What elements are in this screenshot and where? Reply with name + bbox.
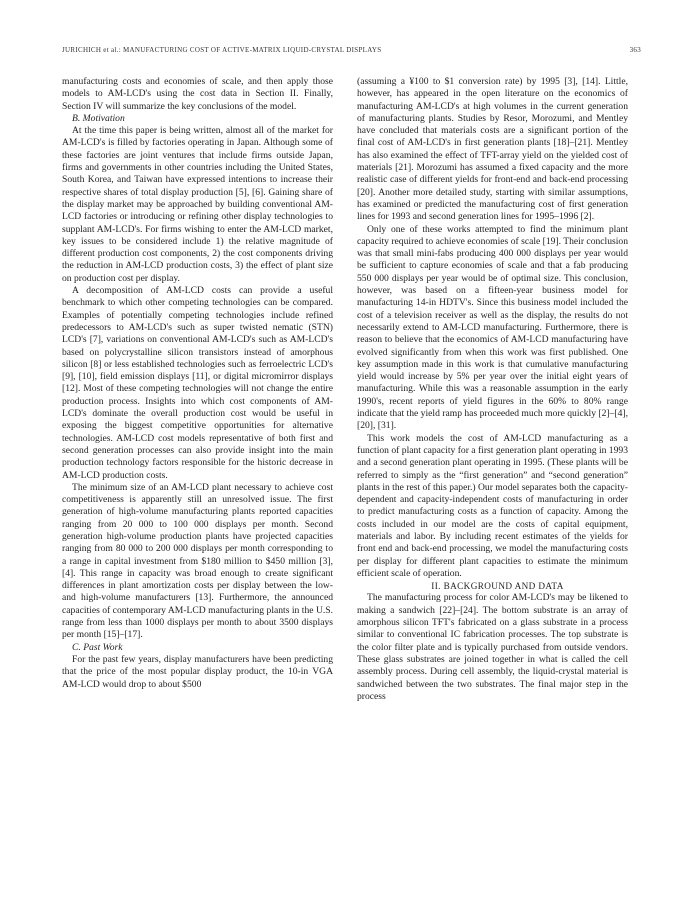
paragraph: For the past few years, display manufacturers have been predicting that the price of the most popular display product, the 10-in VGA AM-LCD would drop to about $500 <box>62 653 333 690</box>
running-header <box>62 46 641 58</box>
paragraph: This work models the cost of AM-LCD manufacturing as a function of plant capacity for a first generation plant operating in 1993 and a second generation plant operating in 1995. (These plants will be referred to simply as the “first generation” and “second generation” plants in the rest of this paper.) Our model separates both the capacity-dependent and capacity-independent costs of manufacturing in order to predict manufacturing costs as a function of capacity. Among the costs included in our model are the costs of capital equipment, materials and labor. By including recent estimates of the yields for front end and back-end processing, we model the manufacturing costs per display for different plant capacities to estimate the minimum efficient scale of operation. <box>357 432 628 579</box>
right-column <box>357 76 628 703</box>
paragraph: At the time this paper is being written, almost all of the market for AM-LCD's is filled by factories operating in Japan. Although some of these factories are joint ventures that include firms outside Japan, firms and governments in other countries including the United States, South Korea, and Taiwan have expressed intentions to increase their respective shares of total display production [5], [6]. Gaining share of the display market may be approached by building conventional AM-LCD factories or introducing or refining other display technologies to supplant AM-LCD's. For firms wishing to enter the AM-LCD market, key issues to be considered include 1) the relative magnitude of different production cost components, 2) the cost components driving the reduction in AM-LCD production costs, 3) the effect of plant size on production cost per display. <box>62 125 333 284</box>
paragraph: manufacturing costs and economies of scale, and then apply those models to AM-LCD's using the cost data in Section II. Finally, Section IV will summarize the key conclusions of the model. <box>62 76 333 112</box>
paragraph: The minimum size of an AM-LCD plant necessary to achieve cost competitiveness is apparently still an unresolved issue. The first generation of high-volume manufacturing plants reported capacities ranging from 20 000 to 100 000 displays per month. Second generation high-volume production plants have projected capacities ranging from 80 000 to 200 000 displays per month corresponding to a range in capital investment from $180 million to $450 million [3], [4]. This range in capacity was broad enough to create significant differences in plant amortization costs per display between the low- and high-volume manufacturers [13]. Furthermore, the announced capacities of contemporary AM-LCD manufacturing plants in the U.S. range from less than 1000 displays per month to about 3500 displays per month [15]–[17]. <box>62 481 333 641</box>
running-title: JURICHICH et al.: MANUFACTURING COST OF ACTIVE-MATRIX LIQUID-CRYSTAL DISPLAYS <box>62 46 382 54</box>
subsection-heading-past-work: C. Past Work <box>72 641 123 653</box>
paragraph: (assuming a ¥100 to $1 conversion rate) by 1995 [3], [14]. Little, however, has appeared in the open literature on the economics of manufacturing AM-LCD's at high volumes in the current generation of manufacturing plants. Studies by Resor, Morozumi, and Mentley have concluded that materials costs are a significant portion of the final cost of AM-LCD's in first generation plants [18]–[21]. Mentley has also examined the effect of TFT-array yield on the yielded cost of materials [21]. Morozumi has assumed a fixed capacity and the more realistic case of different yields for front-end and back-end processing [20]. Another more detailed study, starting with similar assumptions, has examined or predicted the manufacturing cost of first generation lines for 1993 and second generation lines for 1995–1996 [2]. <box>357 76 628 223</box>
subsection-heading-motivation: B. Motivation <box>72 112 125 124</box>
paragraph: The manufacturing process for color AM-LCD's may be likened to making a sandwich [22]–[24]. The bottom substrate is an array of amorphous silicon TFT's fabricated on a glass substrate in a process similar to conventional IC fabrication processes. The top substrate is the color filter plate and is typically purchased from outside vendors. These glass substrates are joined together in what is called the cell assembly process. During cell assembly, the liquid-crystal material is sandwiched between the two substrates. The final major step in the process <box>357 592 628 702</box>
left-column <box>62 76 333 691</box>
paragraph: Only one of these works attempted to find the minimum plant capacity required to achieve economies of scale [19]. Their conclusion was that small mini-fabs producing 400 000 displays per year would be sufficient to capture economies of scale and that a fab producing 550 000 displays per year would be of optimal size. This conclusion, however, was based on a fifteen-year business model for manufacturing 14-in HDTV's. Since this business model included the cost of a television receiver as well as the display, the results do not necessarily extend to AM-LCD manufacturing. Furthermore, there is reason to believe that the economics of AM-LCD manufacturing have evolved significantly from when this work was first published. One key assumption made in this work is that cumulative manufacturing yield would increase by 5% per year over the initial eight years of manufacturing. While this was a reasonable assumption in the early 1990's, recent reports of yield figures in the 60% to 80% range indicate that the yield ramp has proceeded much more quickly [2]–[4], [20], [31]. <box>357 223 628 432</box>
paragraph: A decomposition of AM-LCD costs can provide a useful benchmark to which other competing technologies can be compared. Examples of potentially competing technologies include refined predecessors to AM-LCD's such as super twisted nematic (STN) LCD's [7], variations on conventional AM-LCD's such as AM-LCD's based on polycrystalline silicon transistors instead of amorphous silicon [8] or less established technologies such as ferroelectric LCD's [9], [10], field emission displays [11], or digital micromirror displays [12]. Most of these competing technologies will not change the entire production process. Insights into which cost components of AM-LCD's dominate the overall production cost would be useful in exposing the biggest competitive opportunities for alternative technologies. AM-LCD cost models representative of both first and second generation processes can also provide insight into the main production technology factors responsible for the historic decrease in AM-LCD production costs. <box>62 285 333 481</box>
page-number: 363 <box>629 46 641 54</box>
section-heading: II. BACKGROUND AND DATA <box>431 581 564 592</box>
